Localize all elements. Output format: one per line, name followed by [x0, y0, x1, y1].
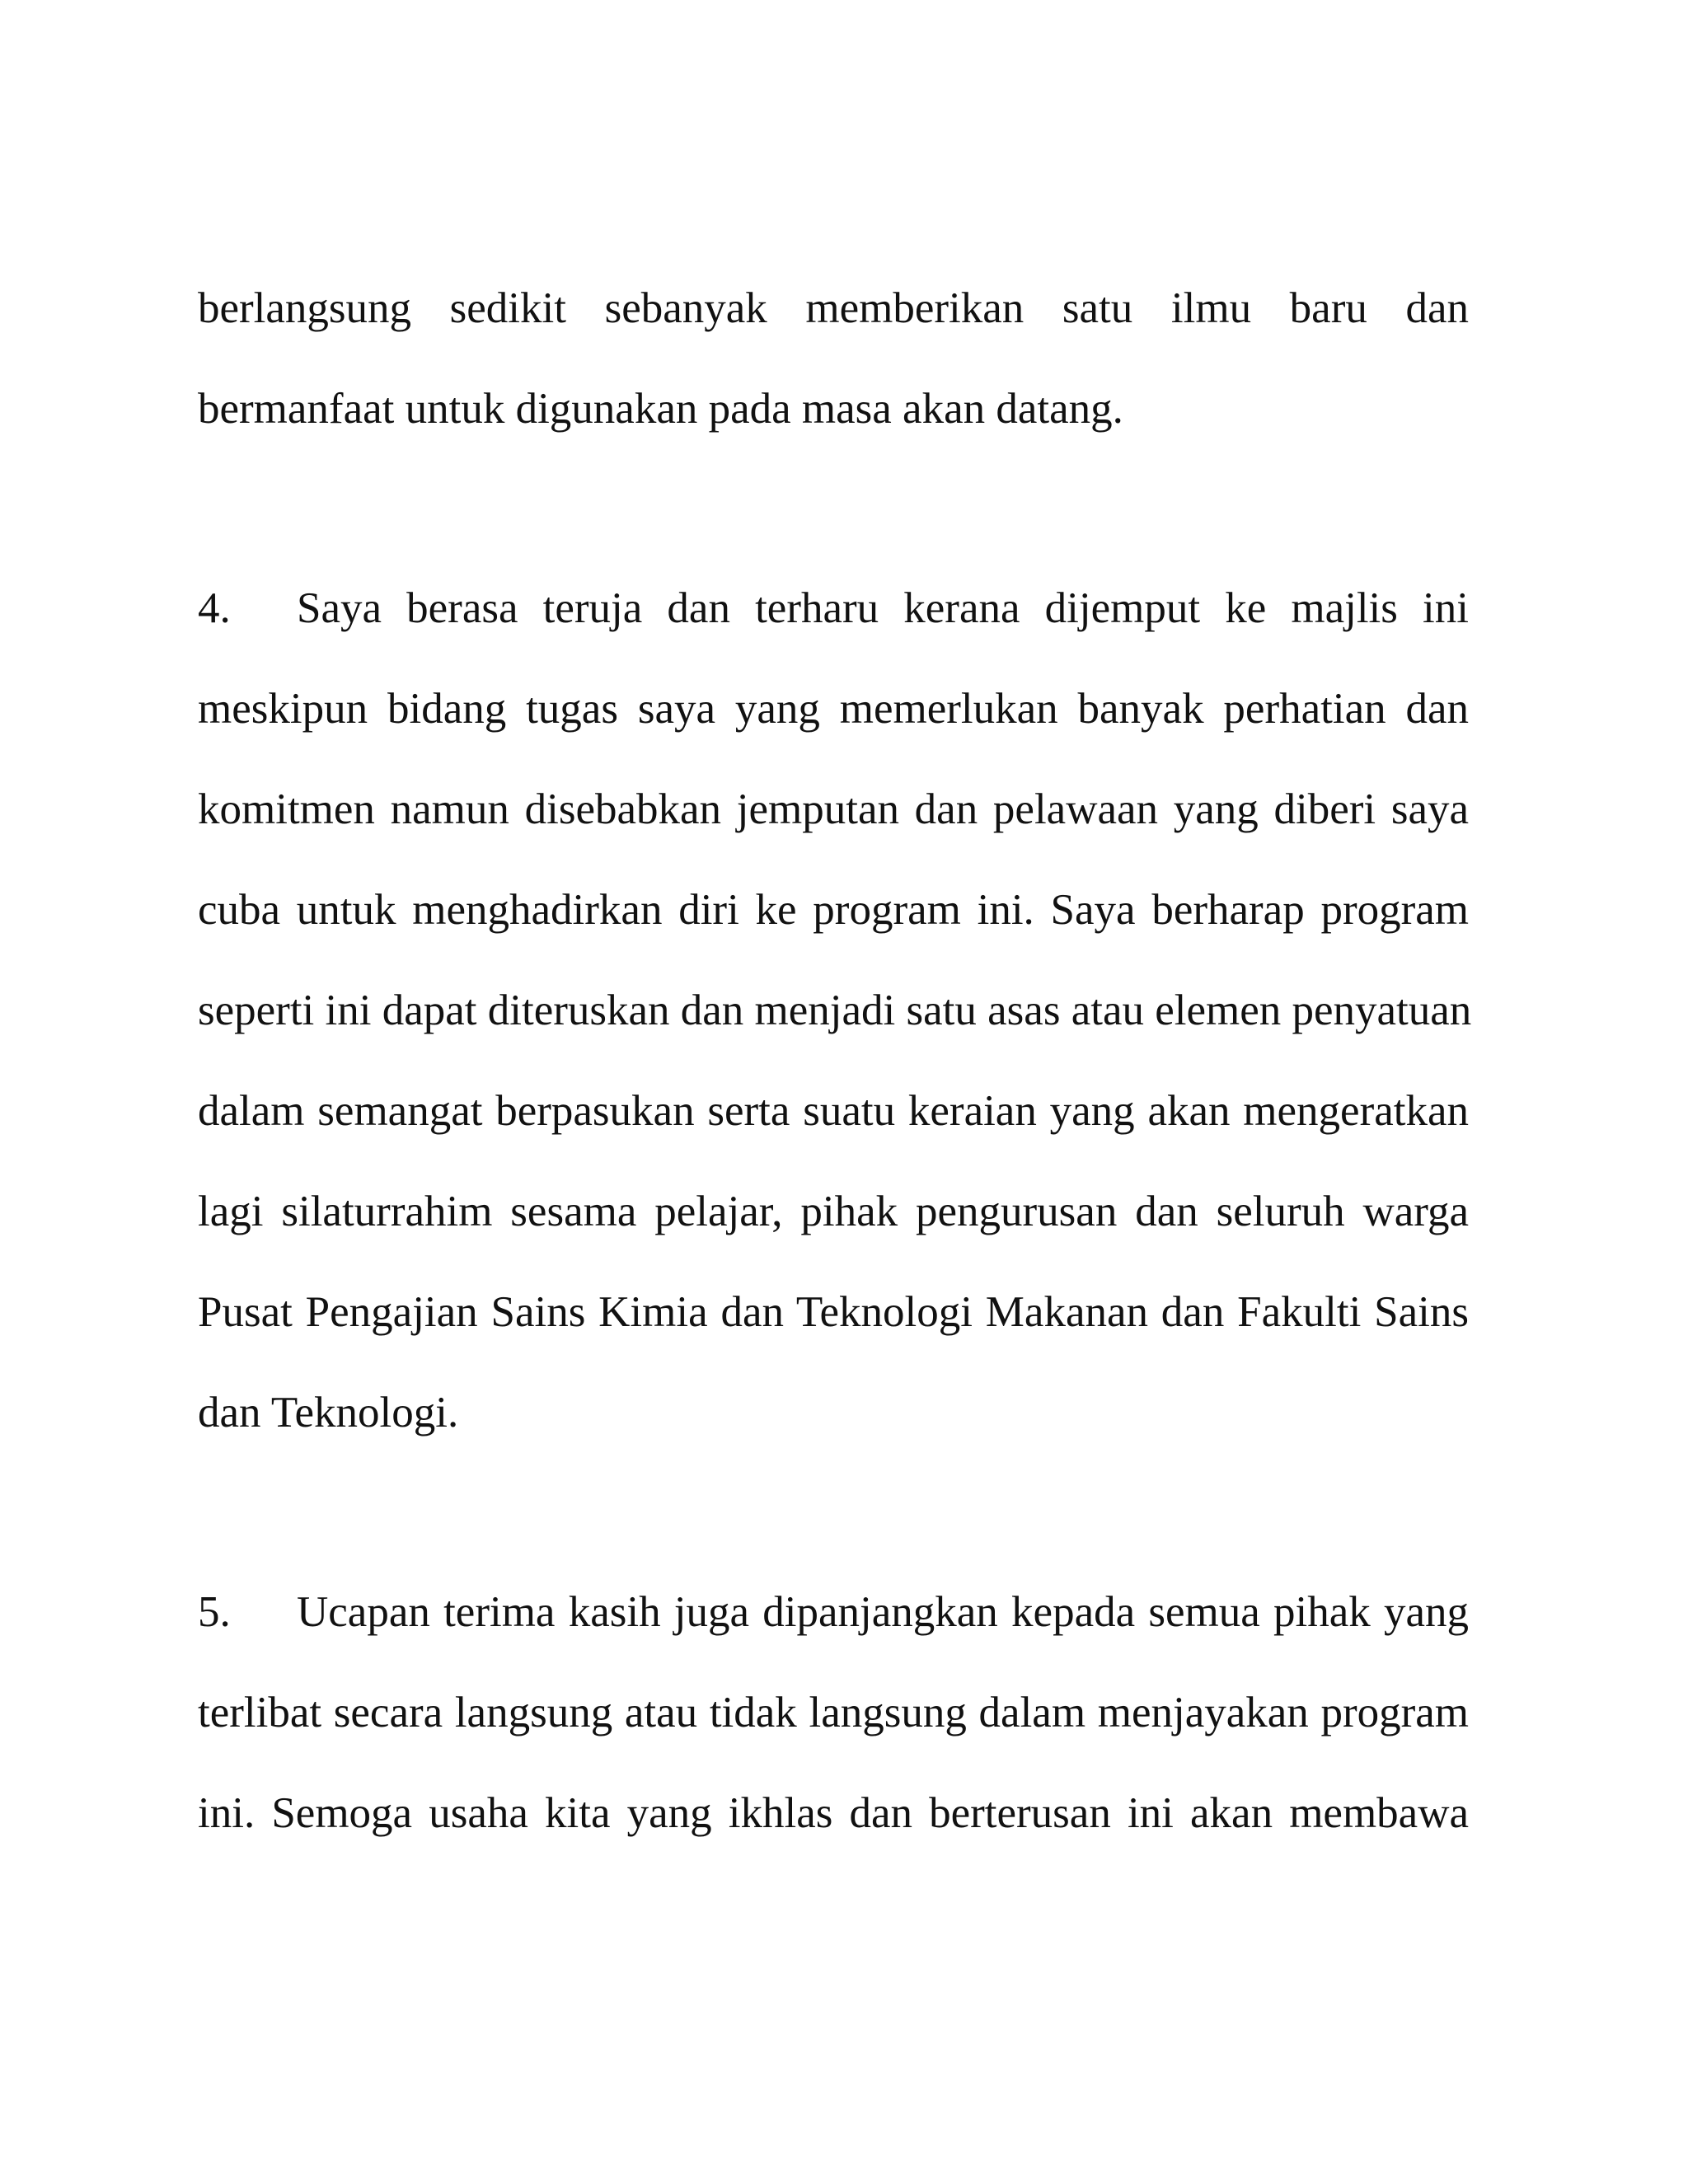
text-line: lagi silaturrahim sesama pelajar, pihak pengurusan dan seluruh warga [198, 1188, 1469, 1235]
text-line: Ucapan terima kasih juga dipanjangkan kepada semua pihak yang [297, 1588, 1469, 1636]
text-line: komitmen namun disebabkan jemputan dan pelawaan yang diberi saya [198, 785, 1469, 833]
text-line: Pusat Pengajian Sains Kimia dan Teknologi Makanan dan Fakulti Sains [198, 1288, 1469, 1336]
text-line: dan Teknologi. [198, 1389, 459, 1436]
text-line: seperti ini dapat diteruskan dan menjadi satu asas atau elemen penyatuan [198, 987, 1472, 1034]
paragraph-5-first-line [198, 1587, 1469, 1637]
text-line: dalam semangat berpasukan serta suatu keraian yang akan mengeratkan [198, 1087, 1469, 1135]
text-line: terlibat secara langsung atau tidak langsung dalam menjayakan program [198, 1689, 1469, 1736]
text-line: Saya berasa teruja dan terharu kerana dijemput ke majlis ini [297, 584, 1469, 632]
text-line: bermanfaat untuk digunakan pada masa akan datang. [198, 385, 1123, 433]
text-line: berlangsung sedikit sebanyak memberikan satu ilmu baru dan [198, 284, 1469, 332]
paragraph-number: 4. [198, 584, 231, 632]
paragraph-4-first-line [198, 583, 1469, 633]
text-line: meskipun bidang tugas saya yang memerlukan banyak perhatian dan [198, 685, 1469, 733]
text-line: ini. Semoga usaha kita yang ikhlas dan berterusan ini akan membawa [198, 1789, 1469, 1837]
text-line: cuba untuk menghadirkan diri ke program ini. Saya berharap program [198, 886, 1469, 934]
paragraph-number: 5. [198, 1588, 231, 1636]
